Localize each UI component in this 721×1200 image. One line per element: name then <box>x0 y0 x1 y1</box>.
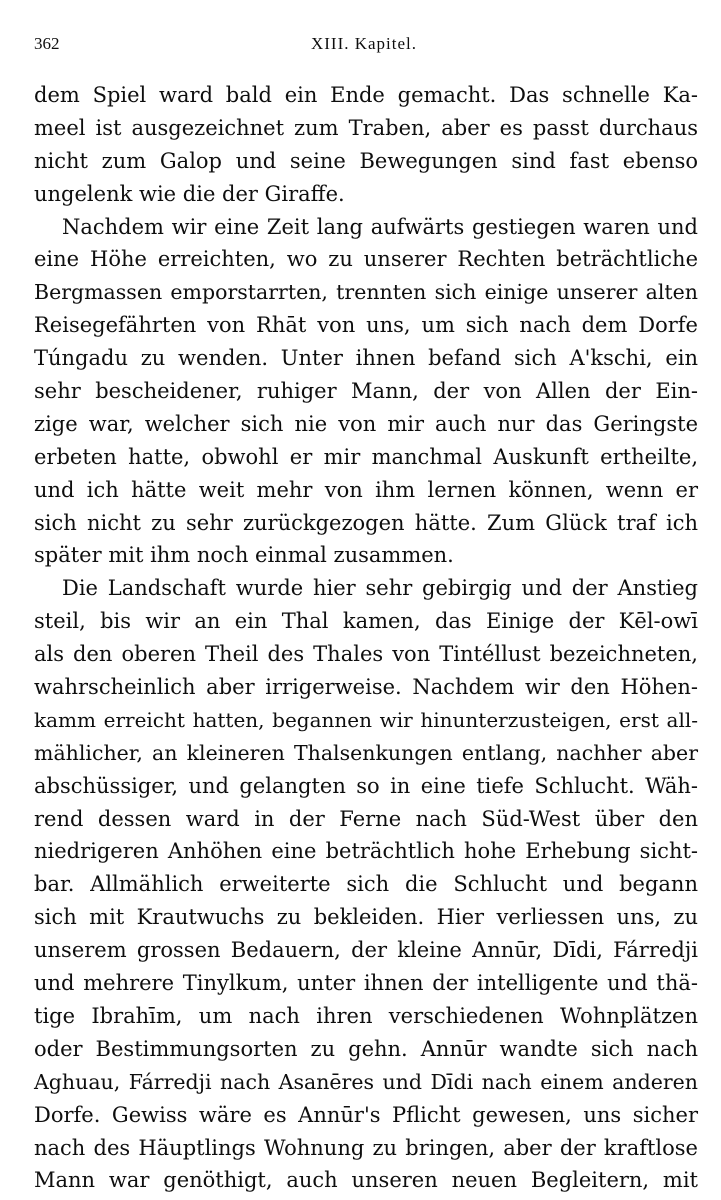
text-line: Bergmassen emporstarrten, trennten sich einige unserer alten <box>34 280 698 305</box>
page-header <box>34 34 694 58</box>
text-line: sehr bescheidener, ruhiger Mann, der von Allen der Ein- <box>34 379 698 404</box>
text-line: steil, bis wir an ein Thal kamen, das Einige der Kēl-owī <box>34 609 698 634</box>
text-line: rend dessen ward in der Ferne nach Süd-West über den <box>34 806 698 831</box>
running-head: XIII. Kapitel. <box>310 34 418 53</box>
text-line: ungelenk wie die der Giraffe. <box>34 181 345 206</box>
text-line: abschüssiger, und gelangten so in eine tiefe Schlucht. Wäh- <box>34 773 698 798</box>
body-text <box>34 79 698 1197</box>
text-line: sich nicht zu sehr zurückgezogen hätte. Zum Glück traf ich <box>34 510 698 535</box>
text-line: meel ist ausgezeichnet zum Traben, aber es passt durchaus <box>34 115 698 140</box>
text-line: wahrscheinlich aber irrigerweise. Nachdem wir den Höhen- <box>34 675 698 700</box>
text-line: zige war, welcher sich nie von mir auch nur das Geringste <box>34 411 698 436</box>
text-line: Nachdem wir eine Zeit lang aufwärts gestiegen waren und <box>62 214 698 239</box>
text-line: dem Spiel ward bald ein Ende gemacht. Das schnelle Ka- <box>34 83 698 107</box>
text-line: Túngadu zu wenden. Unter ihnen befand sich A'kschi, ein <box>34 346 698 371</box>
text-line: als den oberen Theil des Thales von Tintéllust bezeichneten, <box>34 642 698 667</box>
text-line: sich mit Krautwuchs zu bekleiden. Hier verliessen uns, zu <box>34 905 698 930</box>
text-line: Mann war genöthigt, auch unseren neuen Begleitern, mit <box>34 1168 698 1193</box>
text-line: kamm erreicht hatten, begannen wir hinunterzusteigen, erst all- <box>34 707 698 732</box>
text-line: Dorfe. Gewiss wäre es Annūr's Pflicht gewesen, uns sicher <box>34 1102 698 1127</box>
text-line: mählicher, an kleineren Thalsenkungen entlang, nachher aber <box>34 740 698 765</box>
text-line: tige Ibrahīm, um nach ihren verschiedenen Wohnplätzen <box>34 1003 698 1028</box>
text-line: später mit ihm noch einmal zusammen. <box>34 543 454 568</box>
text-line: oder Bestimmungsorten zu gehn. Annūr wandte sich nach <box>34 1036 698 1061</box>
text-line: nicht zum Galop und seine Bewegungen sind fast ebenso <box>34 148 698 173</box>
page-number: 362 <box>34 34 60 53</box>
text-line: erbeten hatte, obwohl er mir manchmal Auskunft ertheilte, <box>34 444 698 469</box>
text-line: Die Landschaft wurde hier sehr gebirgig und der Anstieg <box>62 576 698 601</box>
text-line: Reisegefährten von Rhāt von uns, um sich nach dem Dorfe <box>34 313 698 338</box>
text-line: Aghuau, Fárredji nach Asanēres und Dīdi nach einem anderen <box>34 1069 698 1094</box>
text-line: eine Höhe erreichten, wo zu unserer Rechten beträchtliche <box>34 247 698 272</box>
text-line: nach des Häuptlings Wohnung zu bringen, aber der kraftlose <box>34 1135 698 1160</box>
text-line: niedrigeren Anhöhen eine beträchtlich hohe Erhebung sicht- <box>34 839 698 864</box>
text-line: und mehrere Tinylkum, unter ihnen der intelligente und thä- <box>34 971 698 996</box>
text-line: unserem grossen Bedauern, der kleine Annūr, Dīdi, Fárredji <box>34 938 698 963</box>
text-line: und ich hätte weit mehr von ihm lernen können, wenn er <box>34 477 698 502</box>
text-line: bar. Allmählich erweiterte sich die Schlucht und begann <box>34 872 698 897</box>
